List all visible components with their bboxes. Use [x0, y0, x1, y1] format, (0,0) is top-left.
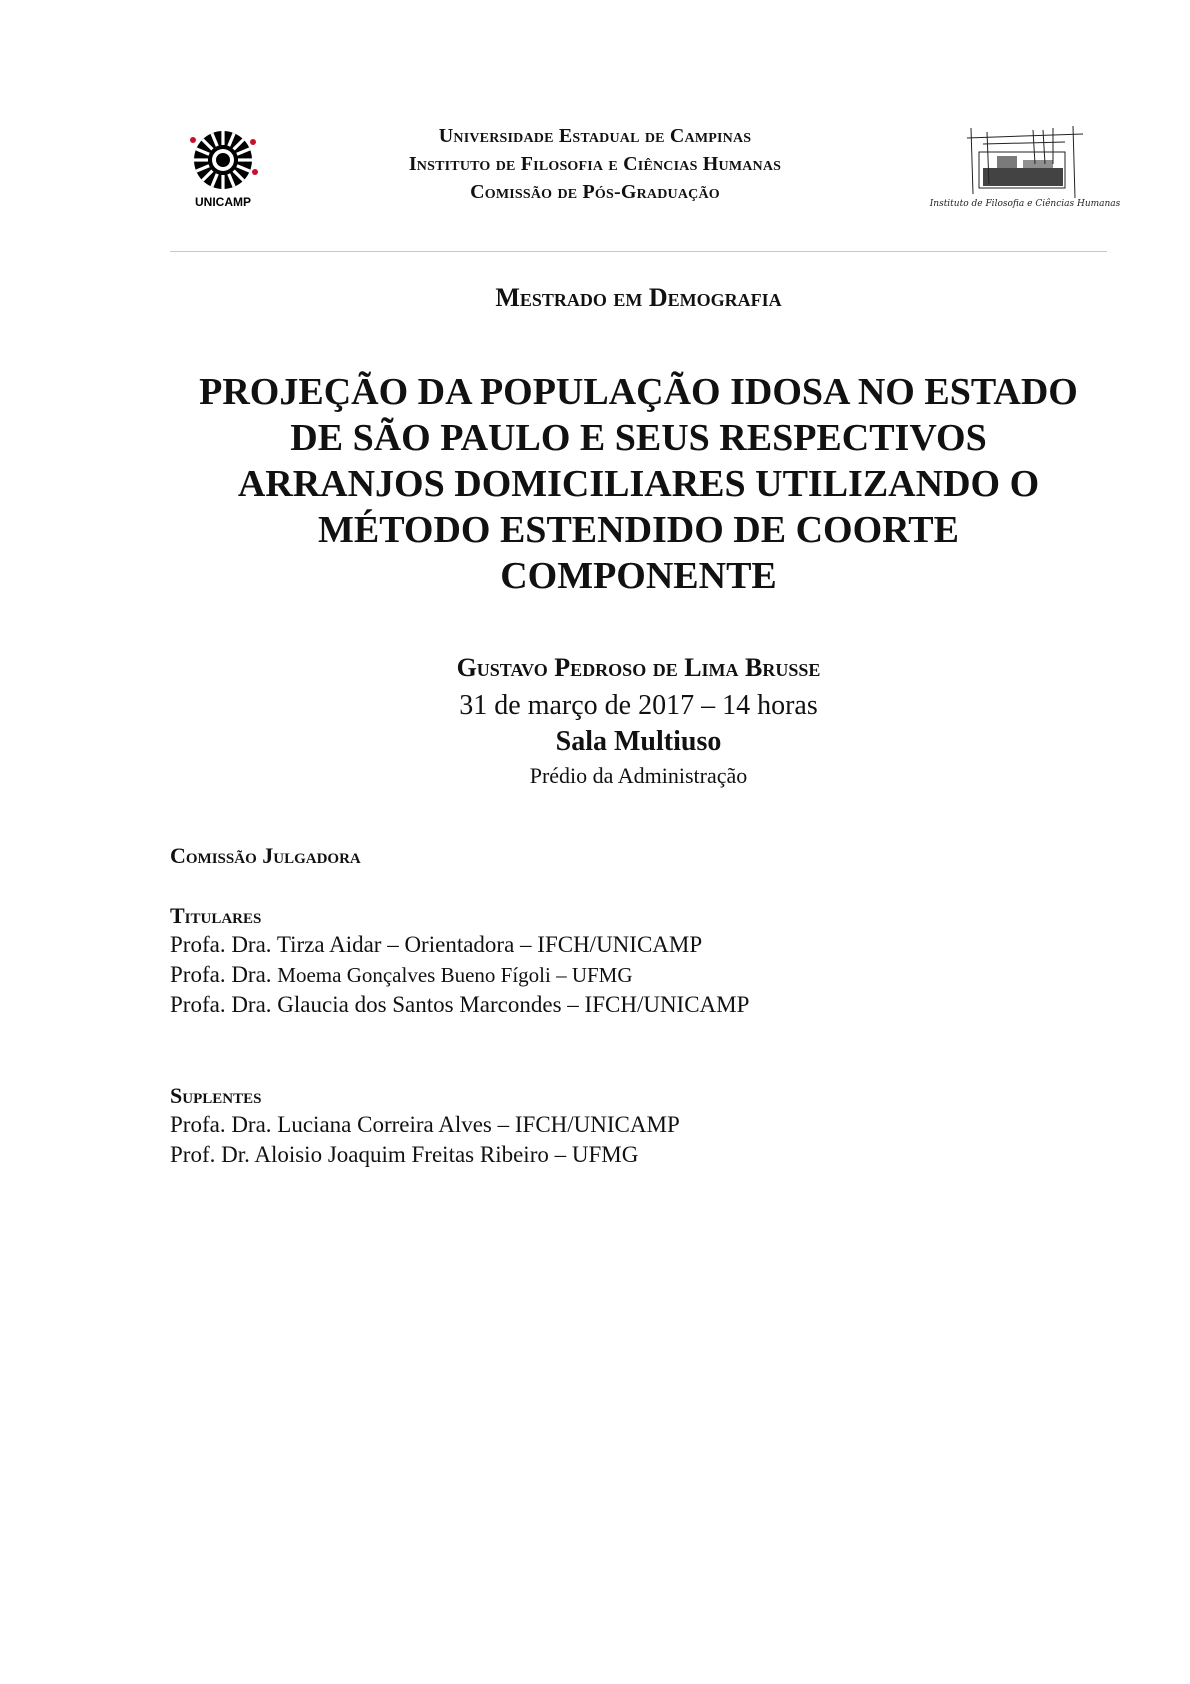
member-title: Prof. Dr.: [170, 1142, 255, 1167]
thesis-title-line: PROJEÇÃO DA POPULAÇÃO IDOSA NO ESTADO: [199, 371, 1078, 413]
committee-name: Comissão de Pós-Graduação: [470, 181, 720, 203]
examining-committee: [170, 842, 1107, 1170]
committee-member: [170, 930, 1107, 960]
institute-name: Instituto de Filosofia e Ciências Humanas: [408, 153, 782, 175]
thesis-title: [170, 369, 1107, 599]
member-name: Luciana Correira Alves – IFCH/UNICAMP: [277, 1112, 680, 1137]
thesis-title-line: MÉTODO ESTENDIDO DE COORTE: [318, 509, 959, 551]
member-name: Glaucia dos Santos Marcondes – IFCH/UNICAMP: [277, 992, 750, 1017]
university-name: Universidade Estadual de Campinas: [438, 125, 752, 147]
defense-room: Sala Multiuso: [555, 726, 722, 757]
thesis-title-line: ARRANJOS DOMICILIARES UTILIZANDO O: [237, 463, 1040, 505]
defense-datetime: 31 de março de 2017 – 14 horas: [459, 690, 818, 721]
member-title: Profa. Dra.: [170, 1112, 278, 1137]
ifch-logo: [929, 124, 1121, 224]
member-title: Profa. Dra.: [170, 962, 278, 987]
titulares-heading: Titulares: [170, 903, 262, 928]
member-title: Profa. Dra.: [170, 992, 278, 1017]
author-name: Gustavo Pedroso de Lima Brusse: [456, 653, 821, 682]
suplentes-heading: Suplentes: [170, 1083, 262, 1108]
member-name: Tirza Aidar – Orientadora – IFCH/UNICAMP: [276, 932, 703, 957]
unicamp-logo: [183, 126, 263, 211]
unicamp-logo-text: UNICAMP: [195, 195, 251, 209]
thesis-title-line: DE SÃO PAULO E SEUS RESPECTIVOS: [290, 417, 987, 459]
member-name: Aloisio Joaquim Freitas Ribeiro – UFMG: [254, 1142, 639, 1167]
member-name: Moema Gonçalves Bueno Fígoli – UFMG: [277, 963, 633, 987]
thesis-title-line: COMPONENTE: [500, 555, 777, 597]
committee-member: [170, 960, 1107, 990]
committee-member: [170, 1140, 1107, 1170]
institution-header: [300, 122, 890, 206]
program-name: Mestrado em Demografia: [495, 283, 782, 312]
committee-member: [170, 990, 1107, 1020]
committee-heading: Comissão Julgadora: [170, 843, 361, 868]
committee-member: [170, 1110, 1107, 1140]
defense-building: Prédio da Administração: [529, 763, 748, 788]
header-divider: [170, 251, 1107, 252]
member-title: Profa. Dra.: [170, 932, 277, 957]
ifch-logo-text: Instituto de Filosofia e Ciências Humanas: [929, 199, 1121, 209]
